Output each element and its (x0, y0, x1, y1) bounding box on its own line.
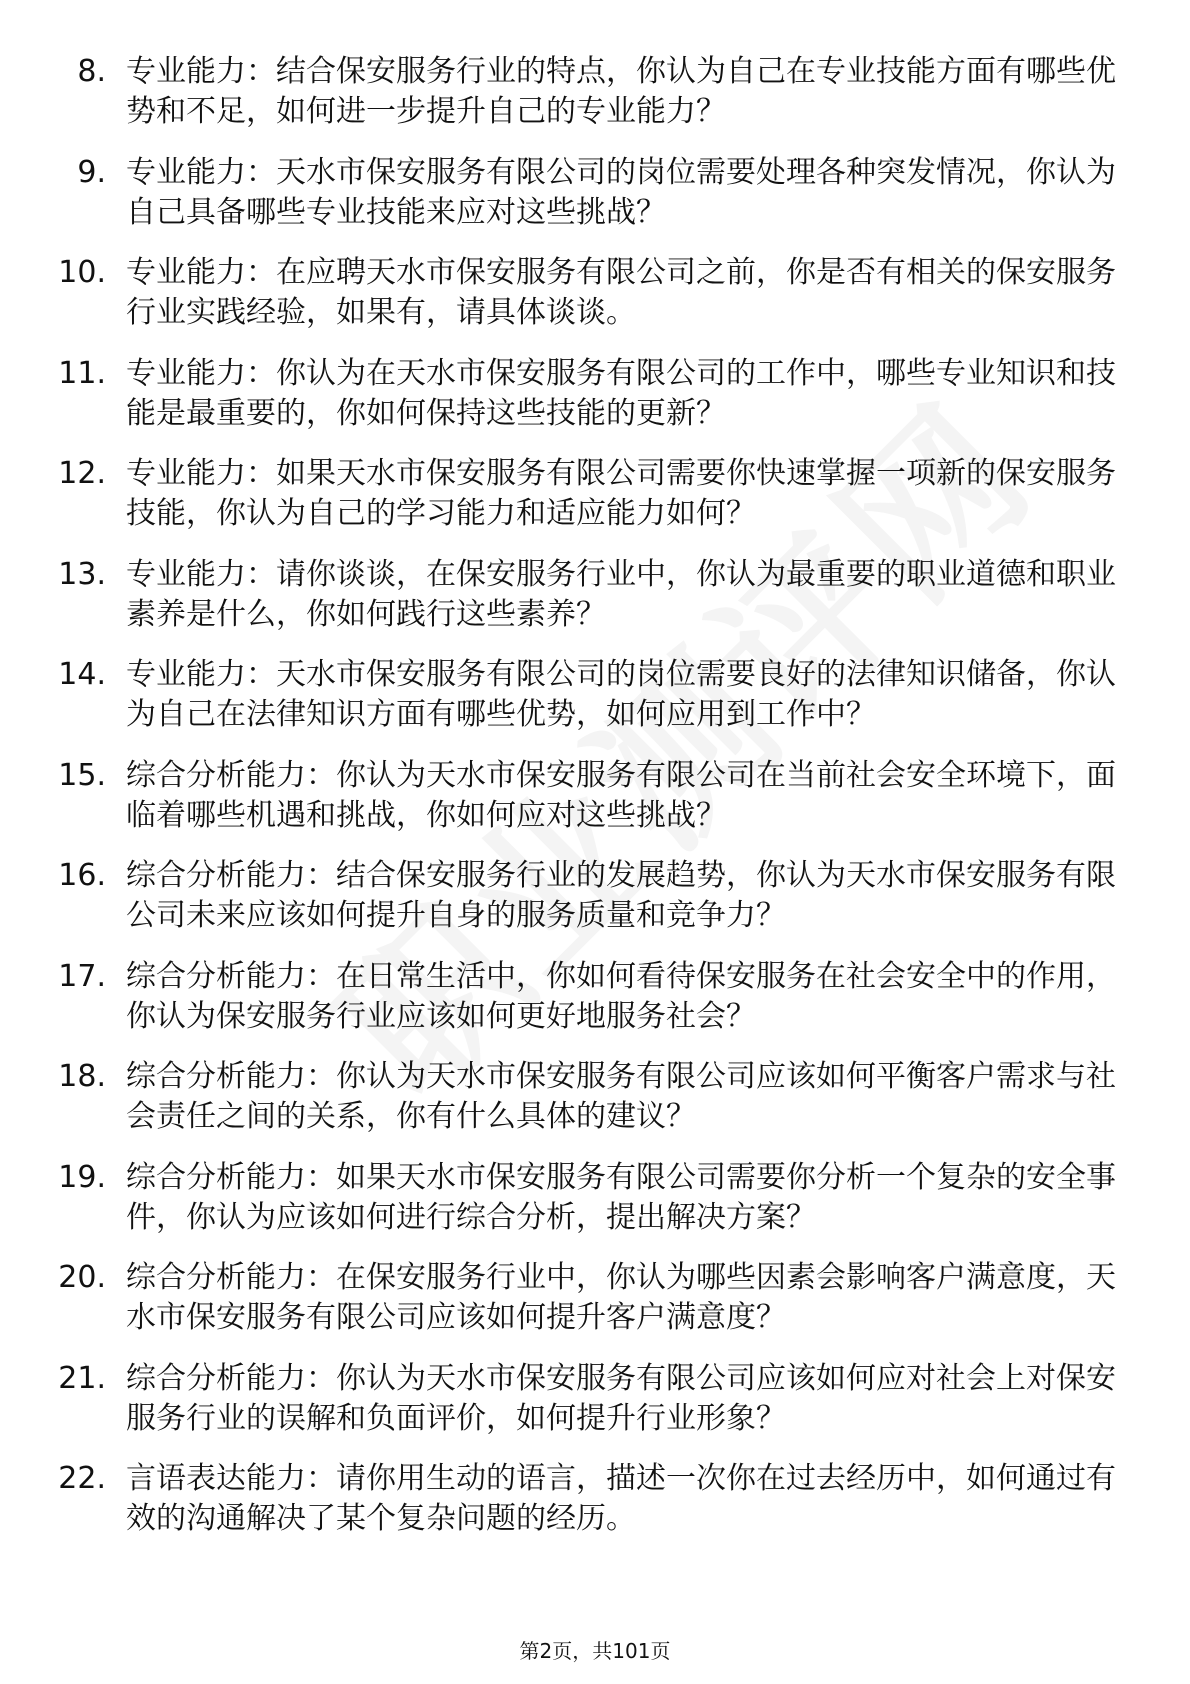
question-text: 言语表达能力：请你用生动的语言，描述一次你在过去经历中，如何通过有效的沟通解决了某个复杂问题的经历。 (126, 1461, 1116, 1536)
question-item (0, 52, 1190, 132)
question-text: 专业能力：请你谈谈，在保安服务行业中，你认为最重要的职业道德和职业素养是什么，你如何践行这些素养？ (126, 556, 1116, 632)
question-text: 综合分析能力：如果天水市保安服务有限公司需要你分析一个复杂的安全事件，你认为应该如何进行综合分析，提出解决方案？ (126, 1159, 1116, 1235)
question-number: 12. (58, 456, 106, 491)
question-text: 专业能力：在应聘天水市保安服务有限公司之前，你是否有相关的保安服务行业实践经验，如果有，请具体谈谈。 (126, 255, 1116, 330)
question-item (0, 655, 1190, 735)
question-number: 22. (58, 1461, 106, 1496)
question-item (0, 1258, 1190, 1338)
question-number: 20. (58, 1260, 106, 1295)
question-number: 19. (58, 1159, 106, 1195)
question-item (0, 153, 1190, 233)
question-number: 8. (77, 54, 106, 89)
question-item (0, 856, 1190, 936)
question-number: 18. (58, 1059, 106, 1094)
question-item (0, 354, 1190, 434)
question-number: 15. (58, 757, 106, 793)
question-list (0, 52, 1190, 1560)
question-number: 14. (58, 657, 106, 692)
question-item (0, 555, 1190, 635)
question-text: 专业能力：如果天水市保安服务有限公司需要你快速掌握一项新的保安服务技能，你认为自己的学习能力和适应能力如何？ (126, 456, 1116, 531)
question-text: 综合分析能力：你认为天水市保安服务有限公司在当前社会安全环境下，面临着哪些机遇和挑战，你如何应对这些挑战？ (126, 757, 1116, 833)
question-item (0, 1459, 1190, 1539)
question-number: 10. (58, 255, 106, 290)
question-number: 9. (77, 154, 106, 190)
question-number: 13. (58, 556, 106, 592)
question-item (0, 756, 1190, 836)
question-number: 17. (58, 958, 106, 994)
question-text: 综合分析能力：你认为天水市保安服务有限公司应该如何平衡客户需求与社会责任之间的关系，你有什么具体的建议？ (126, 1059, 1116, 1134)
question-text: 综合分析能力：在日常生活中，你如何看待保安服务在社会安全中的作用，你认为保安服务行业应该如何更好地服务社会？ (126, 958, 1116, 1034)
question-number: 21. (58, 1360, 106, 1396)
question-text: 专业能力：你认为在天水市保安服务有限公司的工作中，哪些专业知识和技能是最重要的，你如何保持这些技能的更新？ (126, 355, 1116, 431)
question-number: 11. (58, 355, 106, 391)
question-text: 综合分析能力：在保安服务行业中，你认为哪些因素会影响客户满意度，天水市保安服务有限公司应该如何提升客户满意度？ (126, 1260, 1116, 1335)
question-text: 综合分析能力：你认为天水市保安服务有限公司应该如何应对社会上对保安服务行业的误解和负面评价，如何提升行业形象？ (126, 1360, 1116, 1436)
question-text: 专业能力：天水市保安服务有限公司的岗位需要良好的法律知识储备，你认为自己在法律知识方面有哪些优势，如何应用到工作中？ (126, 657, 1116, 732)
question-text: 综合分析能力：结合保安服务行业的发展趋势，你认为天水市保安服务有限公司未来应该如何提升自身的服务质量和竞争力？ (126, 858, 1116, 933)
question-number: 16. (58, 858, 106, 893)
question-item (0, 1359, 1190, 1439)
question-text: 专业能力：天水市保安服务有限公司的岗位需要处理各种突发情况，你认为自己具备哪些专业技能来应对这些挑战？ (126, 154, 1116, 230)
page-footer: 第2页，共101页 (519, 1639, 671, 1663)
question-text: 专业能力：结合保安服务行业的特点，你认为自己在专业技能方面有哪些优势和不足，如何进一步提升自己的专业能力？ (126, 54, 1116, 129)
question-item (0, 253, 1190, 333)
question-item (0, 957, 1190, 1037)
question-item (0, 454, 1190, 534)
question-item (0, 1057, 1190, 1137)
question-item (0, 1158, 1190, 1238)
